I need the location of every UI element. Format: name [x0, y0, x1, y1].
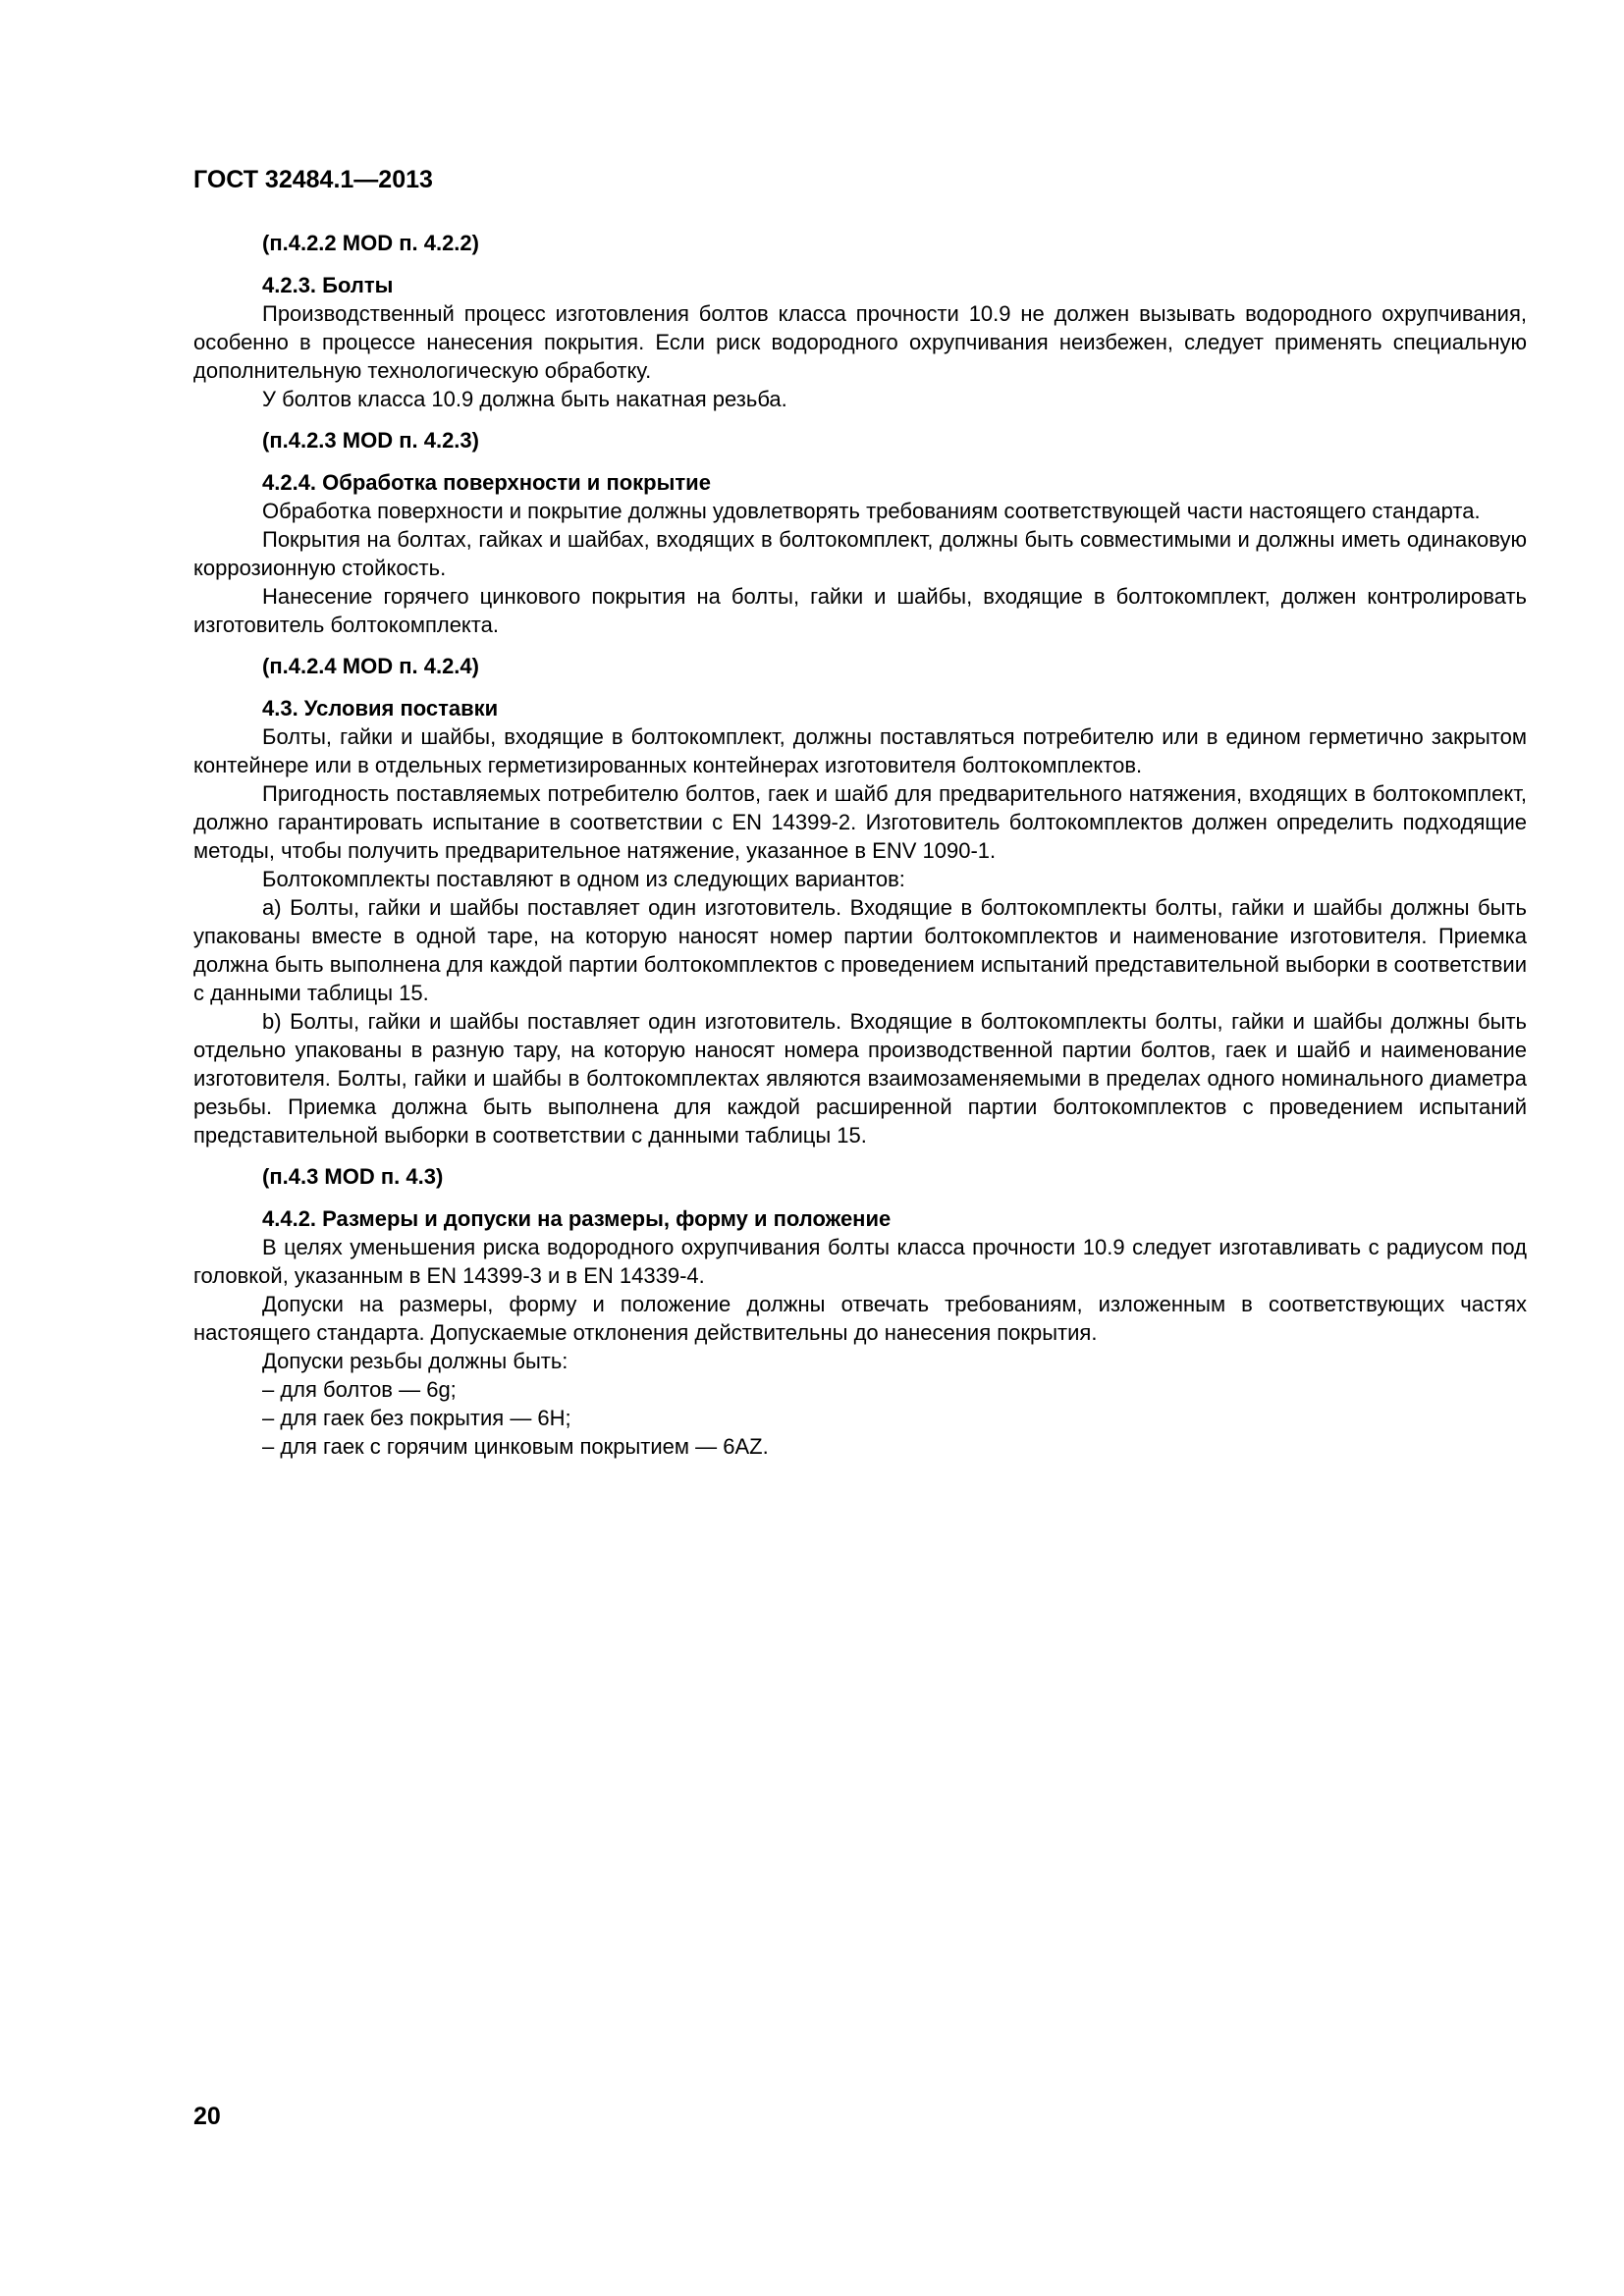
section-delivery-conditions: [193, 694, 1527, 1149]
document-header: ГОСТ 32484.1—2013: [193, 166, 433, 193]
list-item: – для болтов — 6g;: [262, 1377, 457, 1402]
paragraph: Производственный процесс изготовления болтов класса прочности 10.9 не должен вызывать водородного охрупчивания, особенно в процессе нанесения покрытия. Если риск водородного охрупчивания неизбежен, следует применять специальную дополнительную технологическую обработку.: [193, 301, 1527, 383]
mod-reference: (п.4.2.3 MOD п. 4.2.3): [262, 428, 479, 453]
mod-reference: (п.4.2.2 MOD п. 4.2.2): [262, 231, 479, 255]
section-heading: 4.3. Условия поставки: [262, 696, 499, 721]
paragraph: Пригодность поставляемых потребителю болтов, гаек и шайб для предварительного натяжения, входящих в болтокомплект, должно гарантировать испытание в соответствии с EN 14399-2. Изготовитель болтокомплектов должен определить подходящие методы, чтобы получить предварительное натяжение, указанное в ENV 1090-1.: [193, 781, 1527, 863]
section-heading: 4.2.4. Обработка поверхности и покрытие: [262, 470, 711, 495]
paragraph: Нанесение горячего цинкового покрытия на болты, гайки и шайбы, входящие в болтокомплект, должен контролировать изготовитель болтокомплекта.: [193, 584, 1527, 637]
paragraph: Болтокомплекты поставляют в одном из следующих вариантов:: [262, 867, 905, 891]
list-item: – для гаек с горячим цинковым покрытием — 6AZ.: [262, 1434, 769, 1459]
section-bolts: [193, 271, 1527, 413]
paragraph: a) Болты, гайки и шайбы поставляет один изготовитель. Входящие в болтокомплекты болты, гайки и шайбы должны быть упакованы вместе в одной таре, на которую наносят номер партии болтокомплектов и наименование изготовителя. Приемка должна быть выполнена для каждой партии болтокомплектов с проведением испытаний представительной выборки в соответствии с данными таблицы 15.: [193, 895, 1527, 1005]
paragraph: Допуски резьбы должны быть:: [262, 1349, 568, 1373]
section-heading: 4.2.3. Болты: [262, 273, 394, 297]
paragraph: Болты, гайки и шайбы, входящие в болтокомплект, должны поставляться потребителю или в едином герметично закрытом контейнере или в отдельных герметизированных контейнерах изготовителя болтокомплектов.: [193, 724, 1527, 777]
page-number: 20: [193, 2103, 221, 2130]
section-surface-treatment: [193, 468, 1527, 639]
paragraph: В целях уменьшения риска водородного охрупчивания болты класса прочности 10.9 следует изготавливать с радиусом под головкой, указанным в EN 14399-3 и в EN 14339-4.: [193, 1235, 1527, 1288]
mod-reference: (п.4.2.4 MOD п. 4.2.4): [262, 654, 479, 678]
mod-reference: (п.4.3 MOD п. 4.3): [262, 1164, 444, 1189]
paragraph: Допуски на размеры, форму и положение должны отвечать требованиям, изложенным в соответствующих частях настоящего стандарта. Допускаемые отклонения действительны до нанесения покрытия.: [193, 1292, 1527, 1345]
list-item: – для гаек без покрытия — 6H;: [262, 1406, 571, 1430]
section-heading: 4.4.2. Размеры и допуски на размеры, форму и положение: [262, 1206, 892, 1231]
section-dimensions-tolerances: [193, 1204, 1527, 1461]
paragraph: b) Болты, гайки и шайбы поставляет один изготовитель. Входящие в болтокомплекты болты, гайки и шайбы должны быть отдельно упакованы в разную тару, на которую наносят номера производственной партии болтов, гаек и шайб и наименование изготовителя. Болты, гайки и шайбы в болтокомплектах являются взаимозаменяемыми в пределах одного номинального диаметра резьбы. Приемка должна быть выполнена для каждой расширенной партии болтокомплектов с проведением испытаний представительной выборки в соответствии с данными таблицы 15.: [193, 1009, 1527, 1148]
paragraph: Обработка поверхности и покрытие должны удовлетворять требованиям соответствующей части настоящего стандарта.: [262, 499, 1481, 523]
paragraph: Покрытия на болтах, гайках и шайбах, входящих в болтокомплект, должны быть совместимыми и должны иметь одинаковую коррозионную стойкость.: [193, 527, 1527, 580]
paragraph: У болтов класса 10.9 должна быть накатная резьба.: [262, 387, 787, 411]
document-body: [193, 229, 1527, 1473]
